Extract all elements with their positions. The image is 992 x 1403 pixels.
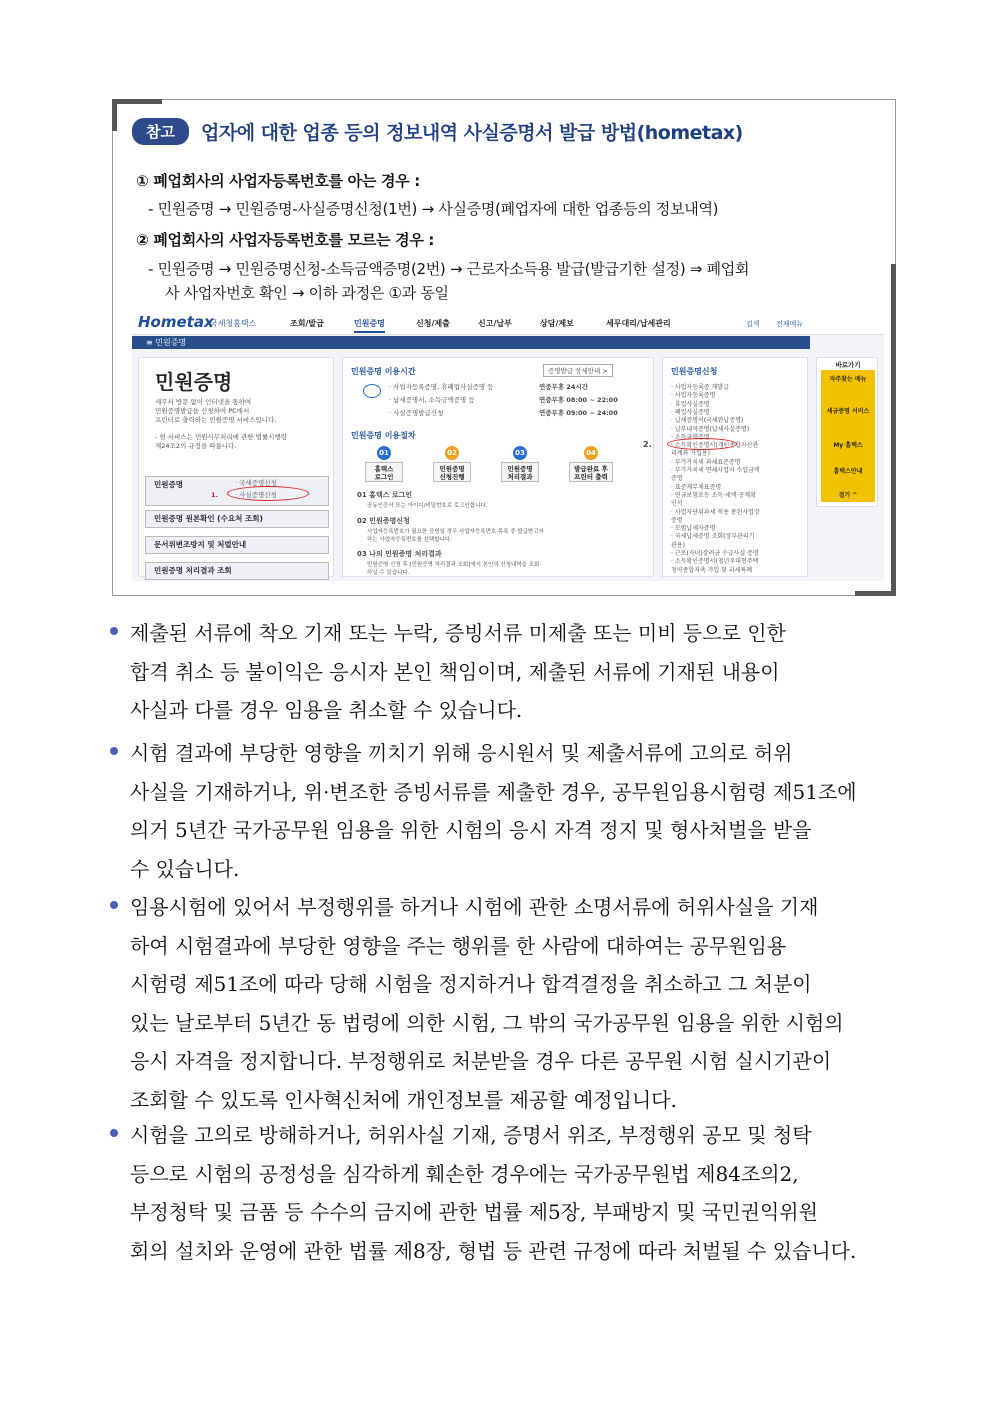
- hometax-header: [132, 309, 884, 335]
- hometax-screenshot: [132, 309, 884, 581]
- apply-list-item[interactable]: 증명: [671, 475, 683, 483]
- bullet-text-line: 시험령 제51조에 따라 당해 시험을 정지하거나 합격결정을 취소하고 그 처분이: [130, 972, 812, 996]
- corner-decoration: [112, 99, 162, 104]
- procedure-title: 민원증명 이용절차: [351, 431, 416, 440]
- menu-item-active[interactable]: 민원증명: [354, 318, 385, 333]
- apply-list-item[interactable]: · 납부내역증명(납세사실증명): [671, 425, 750, 433]
- quick-collapse[interactable]: 접기 ^: [838, 492, 858, 499]
- apply-list-item[interactable]: · 사업자등록증명: [671, 392, 716, 400]
- marker-1: 1.: [211, 491, 218, 499]
- bullet-text-line: 임용시험에 있어서 부정행위를 하거나 시험에 관한 소명서류에 허위사실을 기재: [130, 895, 819, 919]
- reference-badge: 참고: [132, 118, 189, 145]
- civil-cert-button[interactable]: 민원증명: [145, 476, 329, 506]
- apply-list-item[interactable]: · 부가가치세 과세표준증명: [671, 458, 741, 466]
- highlight-oval: [667, 438, 737, 450]
- case2-steps-1: - 민원증명 → 민원증명신청-소득금액증명(2번) → 근로자소득용 발급(발급기한 설정) ⇒ 폐업회: [148, 260, 750, 278]
- result-lookup-button[interactable]: 민원증명 처리결과 조회: [145, 562, 329, 580]
- right-panel: [643, 357, 808, 577]
- apply-list-item[interactable]: · 사업자등록증 재발급: [671, 384, 729, 391]
- left-panel: [138, 357, 334, 577]
- bullet-text-line: 있는 날로부터 5년간 동 법령에 의한 시험, 그 밖의 국가공무원 임용을 위한 시험의: [130, 1010, 844, 1035]
- apply-list-item[interactable]: 증명: [671, 516, 683, 524]
- marker-2: 2.: [643, 440, 652, 449]
- bullet-text-line: 부정청탁 및 금품 등 수수의 금지에 관한 법률 제5장, 부패방지 및 국민권익위원: [130, 1200, 818, 1224]
- menu-item[interactable]: 신청/제출: [416, 319, 450, 328]
- hours-title: 민원증명 이용시간: [351, 367, 416, 376]
- middle-panel: 민원증명 이용시간 증명발급 상세안내 > · 사업자등록증명, 휴폐업사실증명 등 연중무휴 24시간 · 납세증명서, 소득금액증명 등 연중무휴 08:00 ~ 22:00 · 사실증명발급신청 연중무휴 09:00 ~ 24:00 민원증명 이용절차 01 홈택스 로그인 02 민원증명 신청진행 03 민원증명 처리결과 04 발급완료 후 프린터 출력 01 홈택스 로그인 공동인증서 또는 아이디/비밀번호로 로그인합니다. 02 민원증명신청 사업자등록번호가 필요한 증명일 경우 사업자등록번호 목록 중 발급받고자 하는 사업자등록번호를 선택합니다. 03 나의 민원증명 처리결과 민원증명 신청 후 [민원증명 처리결과 조회]에서 본인의 신청내역을 조회 하실 수 있습니다.: [342, 357, 654, 577]
- menu-item[interactable]: 신고/납부: [478, 319, 512, 328]
- bullet-text-line: 시험을 고의로 방해하거나, 허위사실 기재, 증명서 위조, 부정행위 공모 및 청탁: [130, 1123, 812, 1147]
- menu-item[interactable]: 상담/제보: [540, 319, 574, 328]
- case2-steps-2: 사 사업자번호 확인 → 이하 과정은 ①과 동일: [165, 284, 449, 302]
- search-button[interactable]: 검색: [746, 320, 760, 328]
- bullet-text-line: 사실과 다를 경우 임용을 취소할 수 있습니다.: [130, 698, 523, 722]
- apply-list-item[interactable]: 리계좌 가입용): [671, 450, 711, 458]
- case1-steps: - 민원증명 → 민원증명-사실증명신청(1번) → 사실증명(폐업자에 대한 업종등의 정보내역): [148, 200, 719, 218]
- quick-links: [816, 357, 878, 507]
- highlight-oval: [227, 486, 309, 501]
- bullet-dot-icon: [110, 901, 118, 909]
- case2-heading: ② 폐업회사의 사업자등록번호를 모르는 경우 :: [136, 231, 435, 249]
- bullet-text-line: 제출된 서류에 착오 기재 또는 누락, 증빙서류 미제출 또는 미비 등으로 인한: [130, 621, 786, 645]
- menu-item[interactable]: 세무대리/납세관리: [606, 319, 671, 328]
- bullet-text-line: 응시 자격을 정지합니다. 부정행위로 처분받을 경우 다른 공무원 시험 실시기관이: [130, 1049, 832, 1073]
- apply-list-item[interactable]: · 휴업사실증명: [671, 400, 710, 408]
- bullet-text-line: 의거 5년간 국가공무원 임용을 위한 시험의 응시 자격 정지 및 형사처벌을 받을: [130, 818, 812, 842]
- apply-list-item[interactable]: · 소득금액증명: [671, 433, 710, 441]
- apply-list-item[interactable]: · 소득확인증명서(청년우대형주택: [671, 558, 759, 566]
- menu-item[interactable]: 조회/발급: [290, 319, 324, 328]
- step-2: 02 민원증명 신청진행: [433, 446, 471, 482]
- clock-icon: [363, 384, 381, 398]
- apply-list-item[interactable]: · 근로(자녀)장려금 수급사실 증명: [671, 550, 759, 557]
- step-1: 01 홈택스 로그인: [365, 446, 403, 482]
- quick-box: [821, 370, 875, 502]
- quick-favorite[interactable]: 자주찾는 메뉴: [829, 376, 867, 383]
- reference-header: [132, 118, 743, 145]
- bullet-text-line: 수 있습니다.: [130, 856, 240, 881]
- hometax-logo-sub: 국세청홈택스: [210, 319, 257, 328]
- case1-heading: ① 폐업회사의 사업자등록번호를 아는 경우 :: [136, 172, 420, 190]
- bullet-text-line: 합격 취소 등 불이익은 응시자 본인 책임이며, 제출된 서류에 기재된 내용이: [130, 659, 780, 684]
- breadcrumb[interactable]: ≡ 민원증명: [132, 336, 810, 349]
- apply-list-item[interactable]: · 국세납세증명 조회(정부관리기: [671, 533, 755, 541]
- bullet-dot-icon: [110, 1129, 118, 1137]
- apply-list-item[interactable]: · 모범납세자증명: [671, 525, 716, 533]
- apply-list-item[interactable]: 청약종합저축 가입 및 과세특례: [671, 566, 753, 574]
- page-title: 민원증명: [155, 370, 233, 394]
- corner-decoration: [855, 591, 896, 596]
- quick-my-hometax[interactable]: My 홈택스: [833, 442, 863, 449]
- bullet-dot-icon: [110, 627, 118, 635]
- apply-list-item[interactable]: · 부가가치세 면세사업자 수입금액: [671, 467, 760, 474]
- apply-list-item[interactable]: · 사업자단위과세 적용 종된사업장: [671, 508, 760, 516]
- corner-decoration: [112, 99, 117, 131]
- step-3: 03 민원증명 처리결과: [501, 446, 539, 482]
- quick-tax-cert[interactable]: 세금증명 서비스: [826, 408, 870, 415]
- hometax-logo: Hometax: [138, 313, 214, 331]
- reference-title: 업자에 대한 업종 등의 정보내역 사실증명서 발급 방법(hometax): [200, 122, 743, 144]
- fact-cert-link[interactable]: · 사실증명신청: [235, 491, 277, 499]
- apply-list-item[interactable]: · 소득확인증명서(개인종합자산관: [671, 442, 759, 450]
- forgery-prevention-button[interactable]: 문서위변조방지 및 처벌안내: [145, 536, 329, 554]
- apply-list-item[interactable]: · 연금보험료등 소득·세액 공제확: [671, 491, 756, 499]
- apply-list-item[interactable]: 관용): [671, 541, 685, 549]
- original-check-button[interactable]: 민원증명 원본확인 (수요처 조회): [145, 510, 329, 528]
- bullet-text-line: 시험 결과에 부당한 영향을 끼치기 위해 응시원서 및 제출서류에 고의로 허위: [130, 741, 793, 765]
- quick-title: 바로가기: [835, 361, 861, 369]
- page-desc: 세무서 방문 없이 인터넷을 통하여 민원증명발급을 신청하여 PC에서 프린터로 출력하는 민원증명 서비스입니다. - 현 서비스는 민원사무처리에 관한 법률시행령 제24조2의 규정을 따릅니다.: [155, 398, 287, 450]
- apply-list-item[interactable]: · 폐업사실증명: [671, 408, 710, 416]
- bullet-text-line: 조회할 수 있도록 인사혁신처에 개인정보를 제공할 예정입니다.: [130, 1087, 677, 1112]
- guide-button[interactable]: 증명발급 상세안내 >: [543, 364, 613, 377]
- national-tax-cert-link[interactable]: · 국세증명신청: [235, 479, 277, 487]
- bullet-text-line: 회의 설치와 운영에 관한 법률 제8장, 형법 등 관련 규정에 따라 처벌될 수 있습니다.: [130, 1238, 857, 1263]
- bullet-text-line: 사실을 기재하거나, 위·변조한 증빙서류를 제출한 경우, 공무원임용시험령 제51조에: [130, 779, 857, 804]
- apply-title: 민원증명신청: [671, 367, 718, 376]
- all-menu-button[interactable]: 전체메뉴: [776, 320, 804, 328]
- apply-list-item[interactable]: 인서: [671, 500, 683, 508]
- bullet-text-line: 하여 시험결과에 부당한 영향을 주는 행위를 한 사람에 대하여는 공무원임용: [130, 933, 787, 958]
- apply-list-item[interactable]: · 표준재무제표증명: [671, 483, 722, 491]
- bullet-dot-icon: [110, 747, 118, 755]
- quick-guide[interactable]: 홈택스안내: [833, 468, 863, 475]
- corner-decoration: [891, 264, 896, 596]
- step-4: 04 발급완료 후 프린터 출력: [569, 446, 613, 482]
- apply-list-item[interactable]: · 납세증명서(국세완납증명): [671, 417, 744, 425]
- bullet-text-line: 등으로 시험의 공정성을 심각하게 훼손한 경우에는 국가공무원법 제84조의2,: [130, 1161, 799, 1186]
